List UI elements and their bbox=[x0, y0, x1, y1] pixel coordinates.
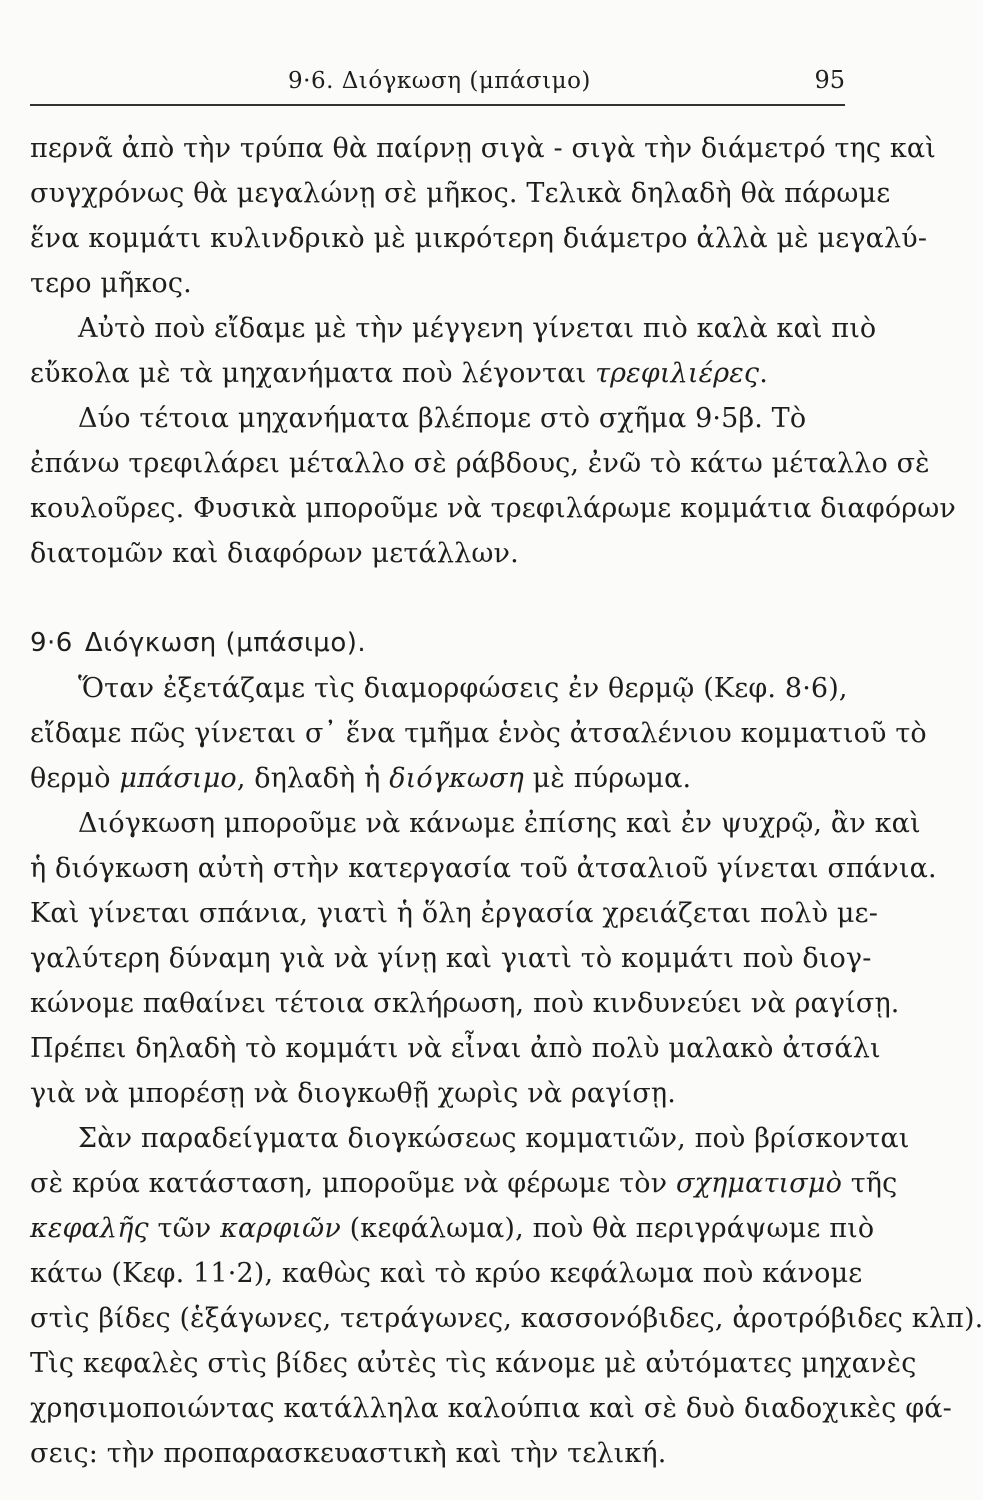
section-heading bbox=[30, 621, 850, 666]
running-head bbox=[30, 62, 845, 102]
text-span: σὲ κρύα κατάσταση, μποροῦμε νὰ φέρωμε τὸν bbox=[30, 1168, 676, 1199]
text-line: Δύο τέτοια μηχανήματα βλέπομε στὸ σχῆμα 9·5β. Τὸ bbox=[78, 403, 807, 434]
text-line: κουλοῦρες. Φυσικὰ μποροῦμε νὰ τρεφιλάρωμε κομμάτια διαφόρων bbox=[30, 493, 956, 524]
text-span: θερμὸ bbox=[30, 763, 120, 794]
term-kefalis: κεφαλῆς bbox=[30, 1213, 149, 1244]
body-text bbox=[30, 126, 983, 1476]
text-line: στὶς βίδες (ἑξάγωνες, τετράγωνες, κασσονόβιδες, ἀροτρόβιδες κλπ). bbox=[30, 1303, 983, 1334]
text-line: Ὅταν ἐξετάζαμε τὶς διαμορφώσεις ἐν θερμῷ (Κεφ. 8·6), bbox=[78, 673, 848, 704]
text-line: τερο μῆκος. bbox=[30, 268, 192, 299]
term-treflieres: τρεφιλιέρες bbox=[595, 358, 760, 389]
text-line bbox=[30, 1206, 875, 1251]
paragraph-5 bbox=[30, 801, 937, 1116]
term-schimatismo: σχηματισμὸ bbox=[675, 1168, 842, 1199]
text-line: κάτω (Κεφ. 11·2), καθὼς καὶ τὸ κρύο κεφάλωμα ποὺ κάνομε bbox=[30, 1258, 863, 1289]
paragraph-2 bbox=[30, 306, 877, 396]
text-line: χρησιμοποιώντας κατάλληλα καλούπια καὶ σὲ δυὸ διαδοχικὲς φά- bbox=[30, 1393, 952, 1424]
text-line: κώνομε παθαίνει τέτοια σκλήρωση, ποὺ κινδυνεύει νὰ ραγίσῃ. bbox=[30, 988, 900, 1019]
text-line: περνᾶ ἀπὸ τὴν τρύπα θὰ παίρνῃ σιγὰ - σιγὰ τὴν διάμετρό της καὶ bbox=[30, 133, 937, 164]
term-diogkosi: διόγκωση bbox=[389, 763, 524, 794]
running-title: 9·6. Διόγκωση (μπάσιμο) bbox=[288, 68, 591, 94]
text-line: Διόγκωση μποροῦμε νὰ κάνωμε ἐπίσης καὶ ἐν ψυχρῷ, ἂν καὶ bbox=[78, 808, 921, 839]
text-line: Πρέπει δηλαδὴ τὸ κομμάτι νὰ εἶναι ἀπὸ πολὺ μαλακὸ ἀτσάλι bbox=[30, 1033, 881, 1064]
text-line: συγχρόνως θὰ μεγαλώνῃ σὲ μῆκος. Τελικὰ δηλαδὴ θὰ πάρωμε bbox=[30, 178, 891, 209]
term-basimo: μπάσιμο bbox=[119, 763, 237, 794]
paragraph-3 bbox=[30, 396, 956, 576]
text-line: Τὶς κεφαλὲς στὶς βίδες αὐτὲς τὶς κάνομε μὲ αὐτόματες μηχανὲς bbox=[30, 1348, 917, 1379]
text-line: εἴδαμε πῶς γίνεται σ᾽ ἕνα τμῆμα ἑνὸς ἀτσαλένιου κομματιοῦ τὸ bbox=[30, 718, 927, 749]
text-line bbox=[30, 1161, 898, 1206]
text-line bbox=[30, 351, 850, 396]
text-line: ἕνα κομμάτι κυλινδρικὸ μὲ μικρότερη διάμετρο ἀλλὰ μὲ μεγαλύ- bbox=[30, 223, 928, 254]
paragraph-4 bbox=[30, 666, 927, 801]
text-span: εὔκολα μὲ τὰ μηχανήματα ποὺ λέγονται bbox=[30, 358, 596, 389]
section-title: Διόγκωση (μπάσιμο). bbox=[84, 628, 367, 658]
text-line: ἡ διόγκωση αὐτὴ στὴν κατεργασία τοῦ ἀτσαλιοῦ γίνεται σπάνια. bbox=[30, 853, 937, 884]
text-line: Καὶ γίνεται σπάνια, γιατὶ ἡ ὅλη ἐργασία χρειάζεται πολὺ με- bbox=[30, 898, 878, 929]
text-line: γαλύτερη δύναμη γιὰ νὰ γίνῃ καὶ γιατὶ τὸ κομμάτι ποὺ διογ- bbox=[30, 943, 872, 974]
text-line: γιὰ νὰ μπορέσῃ νὰ διογκωθῇ χωρὶς νὰ ραγίσῃ. bbox=[30, 1078, 676, 1109]
section-number: 9·6 bbox=[30, 628, 73, 658]
term-karfion: καρφιῶν bbox=[220, 1213, 341, 1244]
text-span: (κεφάλωμα), ποὺ θὰ περιγράψωμε πιὸ bbox=[340, 1213, 875, 1244]
text-span: . bbox=[759, 358, 768, 389]
paragraph-1 bbox=[30, 126, 937, 306]
header-rule bbox=[30, 104, 845, 106]
text-span: τῶν bbox=[148, 1213, 221, 1244]
text-line: σεις: τὴν προπαρασκευαστικὴ καὶ τὴν τελική. bbox=[30, 1438, 667, 1469]
paragraph-6 bbox=[30, 1116, 983, 1476]
text-span: μὲ πύρωμα. bbox=[523, 763, 692, 794]
text-line: Αὐτὸ ποὺ εἴδαμε μὲ τὴν μέγγενη γίνεται πιὸ καλὰ καὶ πιὸ bbox=[78, 313, 877, 344]
text-span: τῆς bbox=[841, 1168, 898, 1199]
text-line bbox=[30, 756, 850, 801]
section-spacer bbox=[30, 576, 850, 621]
text-line: Σὰν παραδείγματα διογκώσεως κομματιῶν, ποὺ βρίσκονται bbox=[78, 1123, 910, 1154]
text-line: ἐπάνω τρεφιλάρει μέταλλο σὲ ράβδους, ἐνῶ τὸ κάτω μέταλλο σὲ bbox=[30, 448, 930, 479]
page-number: 95 bbox=[814, 66, 845, 94]
text-span: , δηλαδὴ ἡ bbox=[236, 763, 390, 794]
text-line: διατομῶν καὶ διαφόρων μετάλλων. bbox=[30, 538, 519, 569]
